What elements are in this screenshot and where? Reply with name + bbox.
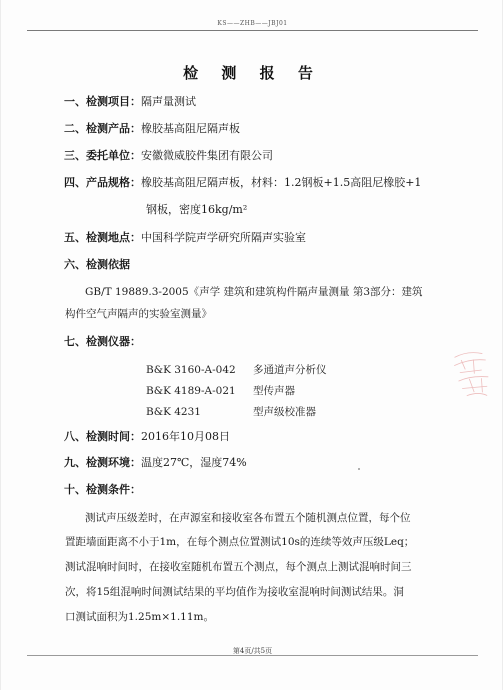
page-header: KS——ZHB——JBJ01 (217, 20, 288, 27)
item-label: 七、检测仪器： (64, 335, 141, 348)
item-test-project (64, 95, 196, 109)
item-spec-continued: 钢板，密度16kg/m² (146, 203, 248, 216)
conditions-line: 测试混响时间时，在接收室随机布置五个测点，每个测点上测试混响时间三 (65, 561, 412, 573)
item-value: 橡胶基高阻尼隔声板，材料：1.2钢板+1.5高阻尼橡胶+1 (141, 176, 422, 189)
item-test-time (64, 430, 230, 444)
item-label: 三、委托单位： (64, 149, 141, 162)
item-label: 二、检测产品： (64, 122, 141, 135)
item-test-product (64, 122, 240, 136)
item-label: 一、检测项目： (64, 95, 141, 108)
item-value: 橡胶基高阻尼隔声板 (141, 122, 240, 135)
instrument-model: B&K 3160-A-042 (146, 364, 236, 376)
item-value: 温度27℃，湿度74% (141, 456, 247, 469)
basis-line-1: GB/T 19889.3-2005《声学 建筑和建筑构件隔声量测量 第3部分：建筑 (85, 286, 423, 298)
item-label: 五、检测地点： (64, 231, 141, 244)
item-value: 中国科学院声学研究所隔声实验室 (141, 231, 306, 244)
item-label: 九、检测环境： (64, 456, 141, 469)
item-value: 2016年10月08日 (141, 430, 230, 443)
item-value: 隔声量测试 (141, 95, 196, 108)
item-instruments (64, 335, 141, 349)
speck-mark (358, 468, 360, 470)
item-conditions (64, 483, 141, 497)
conditions-line: 置距墙面距离不小于1m，在每个测点位置测试10s的连续等效声压级Leq； (65, 536, 415, 548)
item-label: 六、检测依据 (64, 258, 130, 271)
instrument-name: 型传声器 (253, 385, 295, 397)
item-client (64, 149, 273, 163)
item-label: 十、检测条件： (64, 483, 141, 496)
instrument-model: B&K 4231 (146, 406, 201, 418)
item-basis (64, 258, 130, 272)
instrument-model: B&K 4189-A-021 (146, 385, 236, 397)
item-label: 四、产品规格： (64, 176, 141, 189)
header-rule (27, 30, 478, 31)
page-number: 第4页/共5页 (232, 647, 273, 655)
item-environment (64, 456, 247, 470)
item-spec (64, 176, 421, 190)
instrument-name: 型声级校准器 (253, 406, 316, 418)
item-value: 安徽微威胶件集团有限公司 (141, 149, 273, 162)
conditions-line: 口测试面积为1.25m×1.11m。 (65, 611, 214, 623)
report-title: 检 测 报 告 (183, 64, 322, 82)
conditions-line: 测试声压级差时，在声源室和接收室各布置五个随机测点位置，每个位 (85, 512, 411, 524)
basis-line-2: 构件空气声隔声的实验室测量》 (65, 308, 212, 320)
conditions-line: 次，将15组混响时间测试结果的平均值作为接收室混响时间测试结果。洞 (65, 586, 404, 598)
instrument-name: 多通道声分析仪 (253, 364, 327, 376)
item-location (64, 231, 306, 245)
item-label: 八、检测时间： (64, 430, 141, 443)
seal-stamp-icon (447, 344, 498, 409)
